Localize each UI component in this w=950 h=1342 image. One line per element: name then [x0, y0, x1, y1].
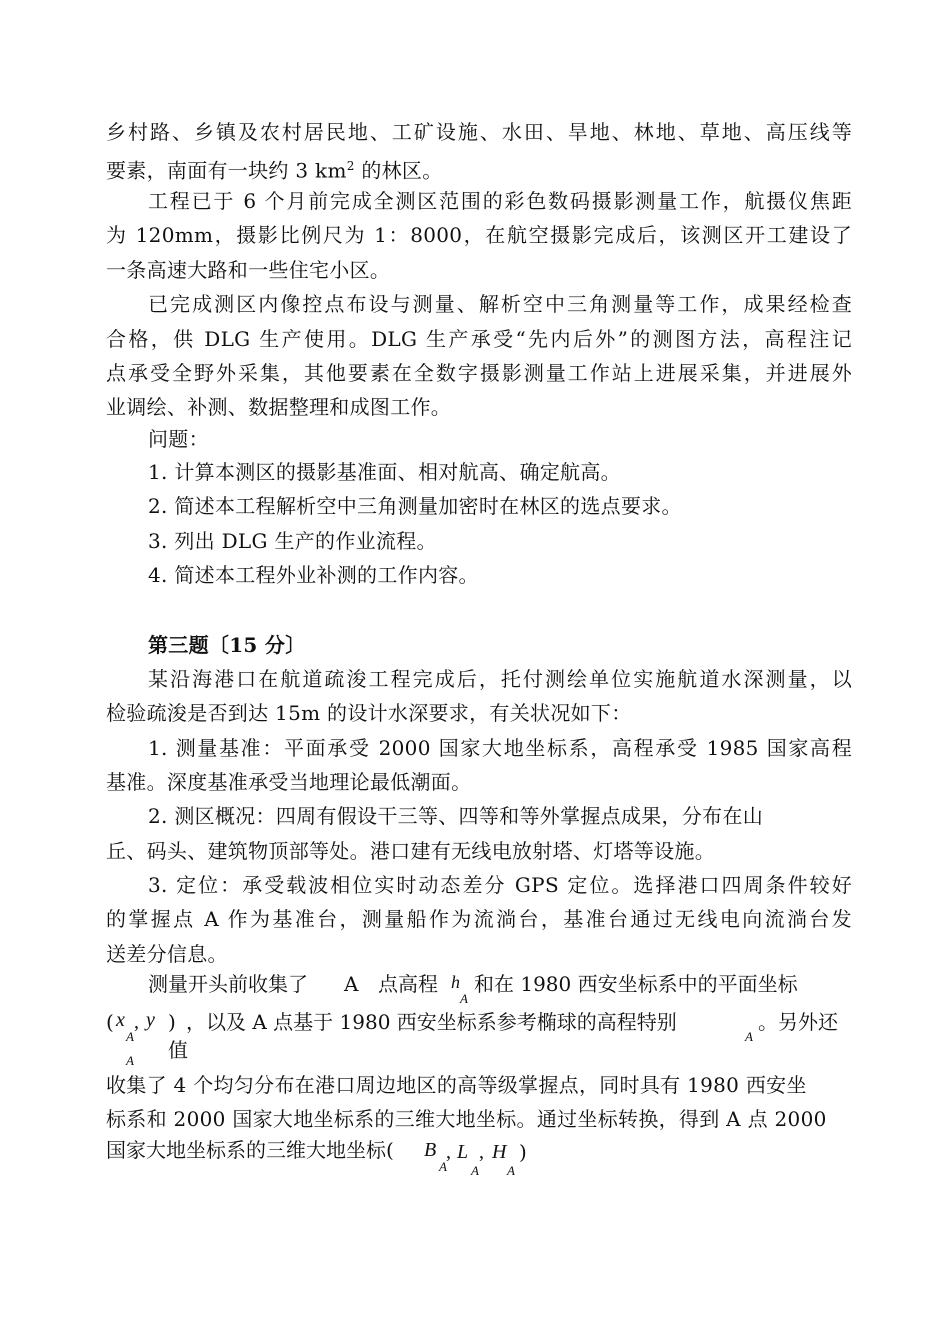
survey-line-5-close: )	[519, 1140, 527, 1164]
survey-line-1-start: 测量开头前收集了	[148, 972, 308, 996]
survey-h-symbol: h	[451, 972, 460, 992]
survey-line-3: 收集了 4 个均匀分布在港口周边地区的高等级掌握点，同时具有 1980 西安坐	[106, 1073, 807, 1097]
question-item-2: 2. 简述本工程解析空中三角测量加密时在林区的选点要求。	[148, 494, 682, 518]
survey-h-upper-symbol: H	[492, 1141, 507, 1163]
survey-y-symbol: y	[146, 1009, 155, 1031]
survey-h-upper-subscript: A	[507, 1163, 515, 1178]
section-3-intro-line-2: 检验疏浚是否到达 15m 的设计水深要求，有关状况如下：	[106, 701, 632, 725]
paragraph-1-line-2-text: 要素，南面有一块约 3 km	[106, 158, 347, 183]
survey-coord-open: (	[106, 1010, 114, 1034]
question-item-3: 3. 列出 DLG 生产的作业流程。	[148, 529, 437, 553]
survey-sep-2: ,	[479, 1141, 484, 1163]
paragraph-2-line-2: 为 120mm，摄影比例尺为 1：8000，在航空摄影完成后，该测区开工建设了	[106, 223, 852, 247]
survey-x-subscript: A	[126, 1029, 134, 1044]
paragraph-3-line-2: 合格，供 DLG 生产使用。DLG 生产承受“先内后外”的测图方法，高程注记	[106, 327, 852, 351]
survey-anomaly-value: 值	[168, 1038, 188, 1062]
survey-line-4: 标系和 2000 国家大地坐标系的三维大地坐标。通过坐标转换，得到 A 点 2000	[106, 1107, 827, 1131]
question-item-4: 4. 简述本工程外业补测的工作内容。	[148, 563, 479, 587]
superscript-2: 2	[346, 159, 355, 173]
survey-line-2-text: ，以及 A 点基于 1980 西安坐标系参考椭球的高程特别	[186, 1010, 677, 1034]
survey-line-1-end: 和在 1980 西安坐标系中的平面坐标	[474, 972, 798, 996]
survey-h-subscript: A	[460, 991, 468, 1006]
paragraph-3-line-4: 业调绘、补测、数据整理和成图工作。	[106, 395, 452, 419]
section-3-intro-line-1: 某沿海港口在航道疏浚工程完成后，托付测绘单位实施航道水深测量，以	[148, 667, 852, 691]
survey-b-symbol: B	[424, 1139, 437, 1161]
survey-n-subscript: A	[745, 1029, 753, 1044]
survey-elevation-label: 点高程	[378, 972, 438, 996]
survey-b-subscript: A	[439, 1159, 447, 1174]
section-3-item-1-line-2: 基准。深度基准承受当地理论最低潮面。	[106, 770, 472, 794]
section-3-item-2-line-1: 2. 测区概况：四周有假设干三等、四等和等外掌握点成果，分布在山	[148, 804, 764, 828]
survey-line-2-end: 。另外还	[758, 1010, 838, 1034]
section-3-item-3-line-1: 3. 定位：承受载波相位实时动态差分 GPS 定位。选择港口四周条件较好	[148, 873, 852, 897]
paragraph-3-line-1: 已完成测区内像控点布设与测量、解析空中三角测量等工作，成果经检查	[148, 292, 852, 316]
survey-x-symbol: x	[116, 1009, 125, 1031]
paragraph-3-line-3: 点承受全野外采集，其他要素在全数字摄影测量工作站上进展采集，并进展外	[106, 361, 852, 385]
question-item-1: 1. 计算本测区的摄影基准面、相对航高、确定航高。	[148, 460, 621, 484]
survey-coord-close: )	[168, 1010, 176, 1034]
survey-sep-1: ,	[446, 1141, 451, 1163]
survey-coord-comma: ,	[134, 1011, 139, 1033]
section-3-item-3-line-2: 的掌握点 A 作为基准台，测量船作为流淌台，基准台通过无线电向流淌台发	[106, 907, 852, 931]
survey-l-subscript: A	[471, 1163, 479, 1178]
section-3-item-3-line-3: 送差分信息。	[106, 942, 228, 966]
survey-l-symbol: L	[457, 1141, 469, 1163]
questions-heading: 问题：	[148, 427, 209, 451]
paragraph-1-line-2	[106, 154, 443, 183]
survey-line-5-text: 国家大地坐标系的三维大地坐标(	[106, 1138, 394, 1162]
section-3-item-2-line-2: 丘、码头、建筑物顶部等处。港口建有无线电放射塔、灯塔等设施。	[106, 839, 715, 863]
survey-point-a: A	[344, 972, 359, 996]
paragraph-2-line-1: 工程已于 6 个月前完成全测区范围的彩色数码摄影测量工作，航摄仪焦距	[148, 189, 852, 213]
paragraph-1-line-2-end: 的林区。	[354, 158, 443, 183]
paragraph-2-line-3: 一条高速大路和一些住宅小区。	[106, 258, 391, 282]
paragraph-1-line-1: 乡村路、乡镇及农村居民地、工矿设施、水田、旱地、林地、草地、高压线等	[106, 120, 852, 144]
section-3-title: 第三题〔15 分〕	[148, 633, 306, 657]
section-3-item-1-line-1: 1. 测量基准：平面承受 2000 国家大地坐标系，高程承受 1985 国家高程	[148, 736, 852, 760]
survey-y-subscript: A	[126, 1053, 134, 1068]
